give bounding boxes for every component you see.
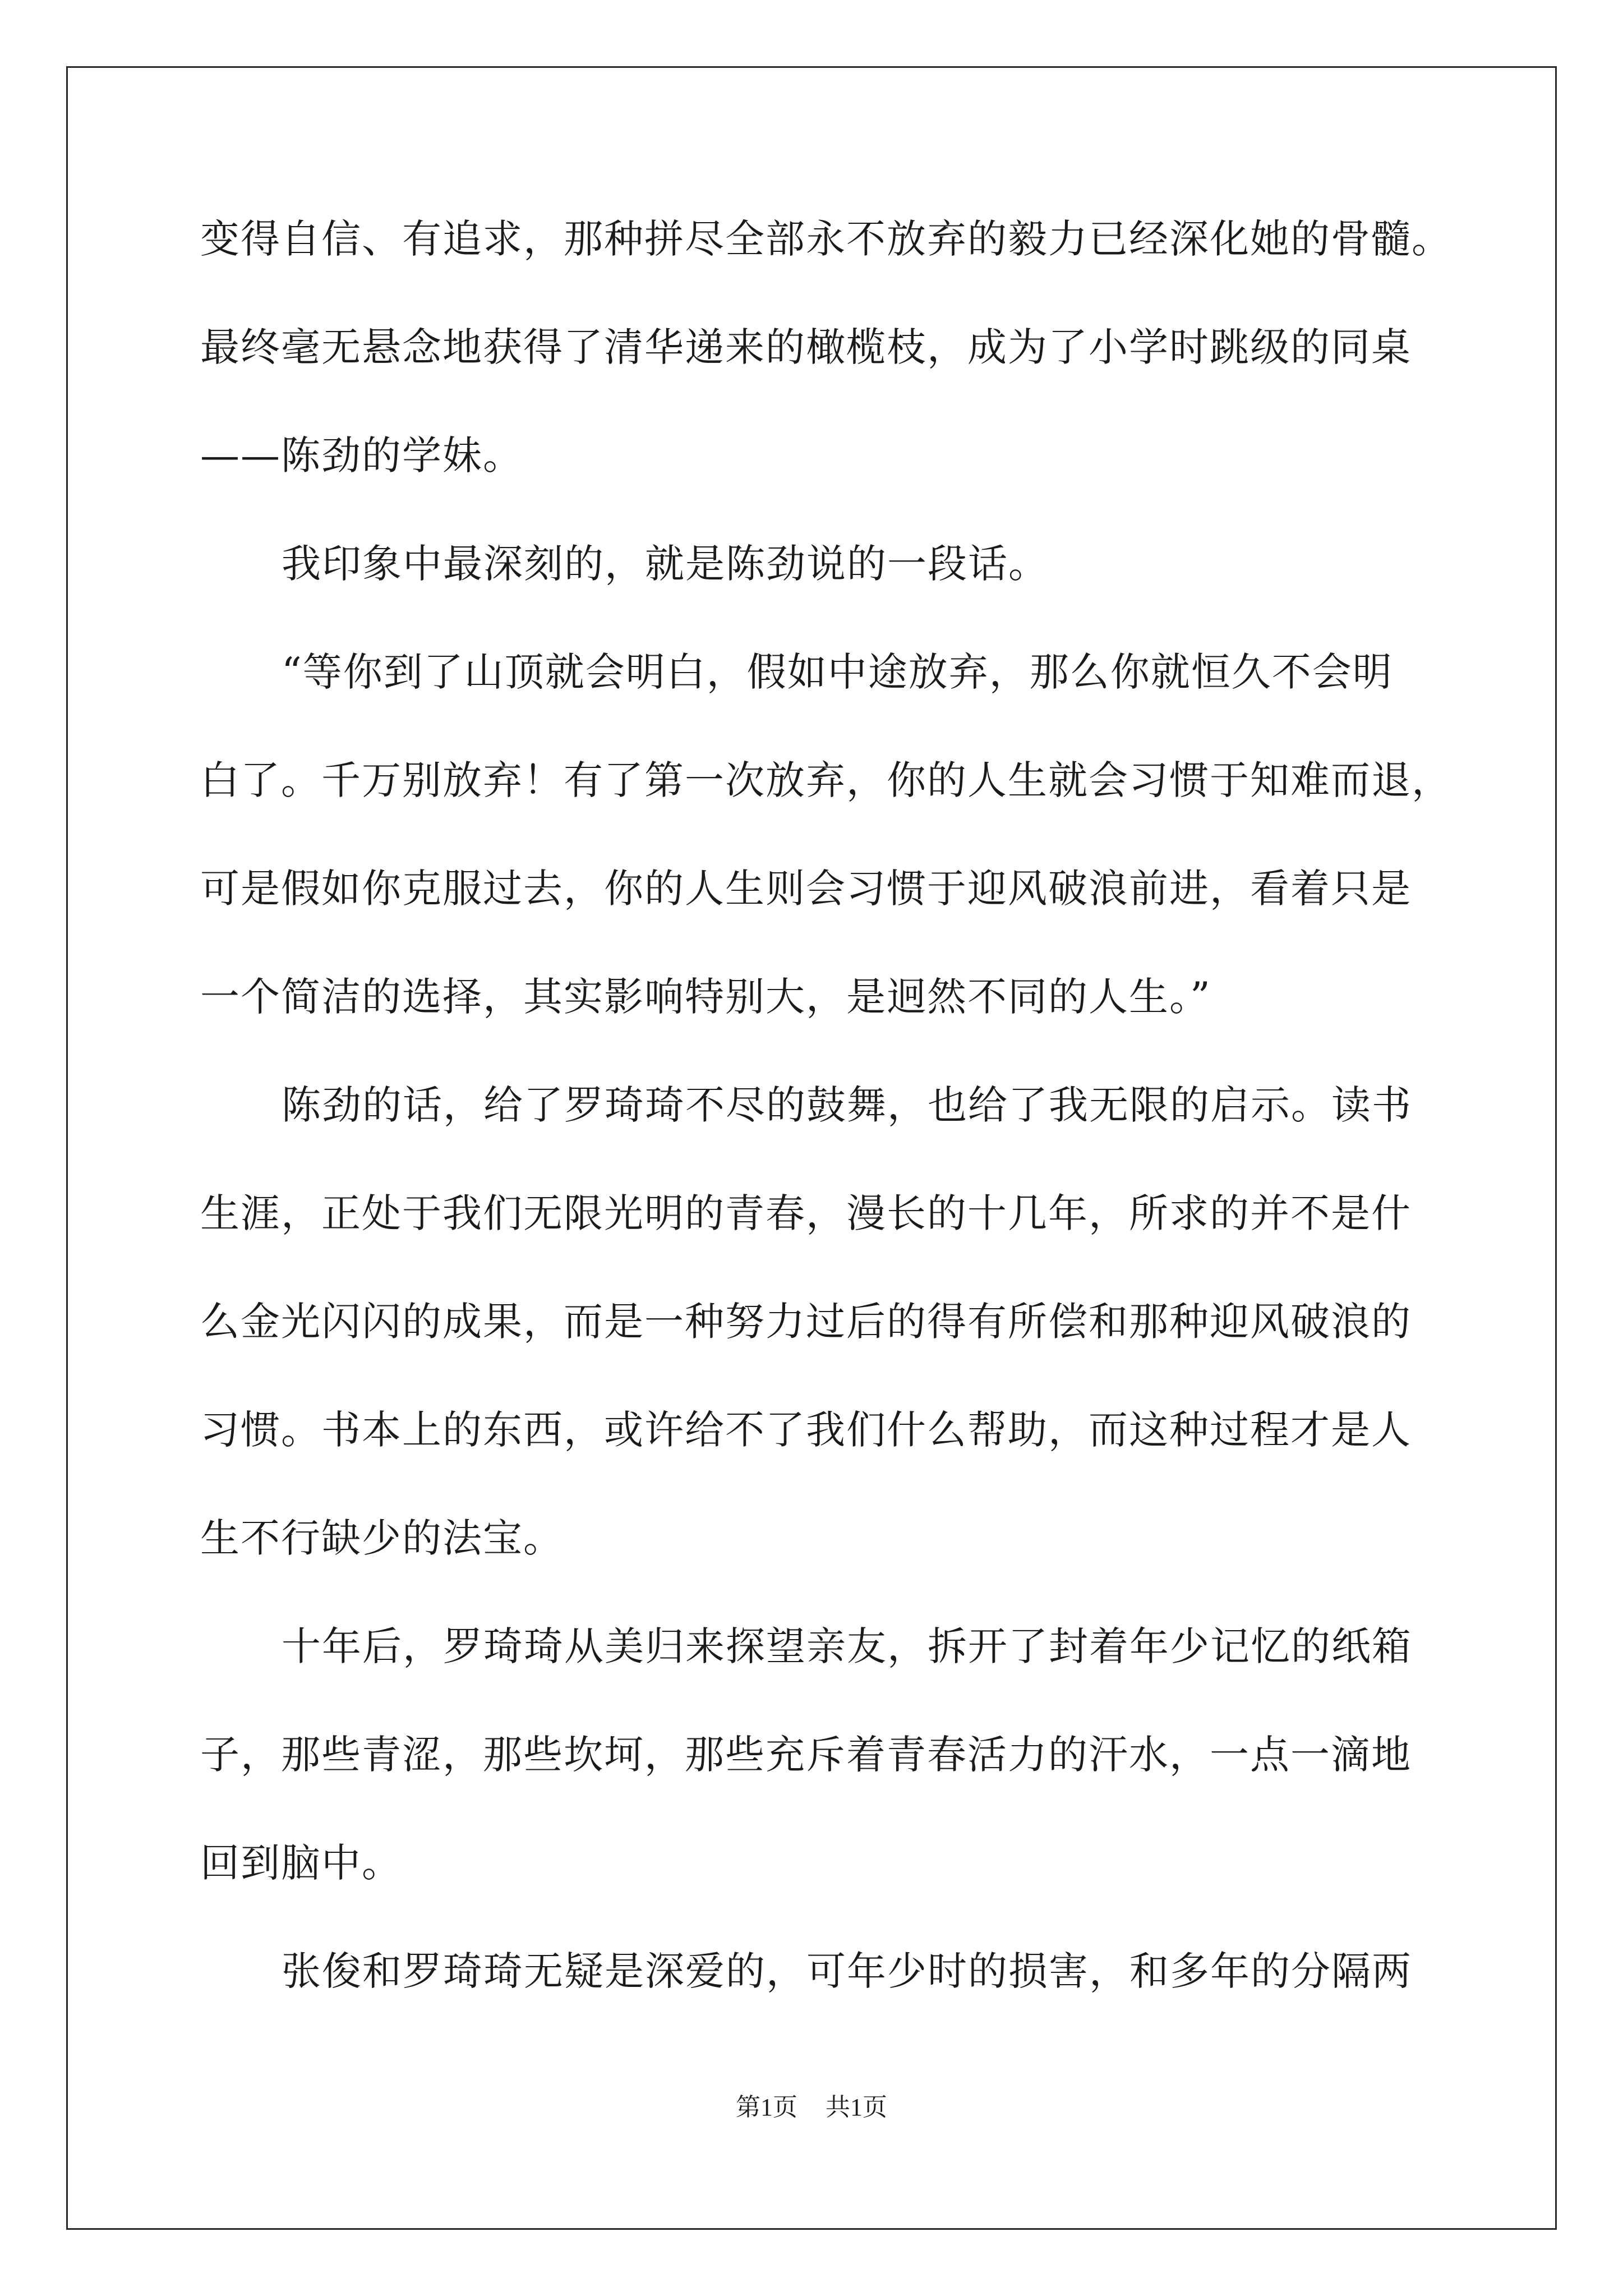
text-line: 陈劲的话，给了罗琦琦不尽的鼓舞，也给了我无限的启示。读书 <box>282 1082 1412 1128</box>
document-body <box>200 185 1452 2026</box>
text-line: 可是假如你克服过去，你的人生则会习惯于迎风破浪前进，看着只是 <box>200 866 1412 912</box>
text-line: 变得自信、有追求，那种拼尽全部永不放弃的毅力已经深化她的骨髓。 <box>200 216 1452 262</box>
text-line: 张俊和罗琦琦无疑是深爱的，可年少时的损害，和多年的分隔两 <box>282 1948 1412 1994</box>
page-footer <box>0 2087 1623 2123</box>
text-line: 一个简洁的选择，其实影响特别大，是迥然不同的人生。” <box>200 974 1211 1020</box>
text-line: 白了。千万别放弃！有了第一次放弃，你的人生就会习惯于知难而退， <box>200 757 1452 803</box>
text-line: 最终毫无悬念地获得了清华递来的橄榄枝，成为了小学时跳级的同桌 <box>200 324 1412 370</box>
text-line: 生涯，正处于我们无限光明的青春，漫长的十几年，所求的并不是什 <box>200 1190 1412 1236</box>
page-number-current: 第1页 <box>736 2093 797 2121</box>
text-line: 十年后，罗琦琦从美归来探望亲友，拆开了封着年少记忆的纸箱 <box>282 1623 1412 1669</box>
text-line: 子，那些青涩，那些坎坷，那些充斥着青春活力的汗水，一点一滴地 <box>200 1732 1412 1778</box>
text-line: 么金光闪闪的成果，而是一种努力过后的得有所偿和那种迎风破浪的 <box>200 1299 1412 1345</box>
page-number-total: 共1页 <box>826 2093 887 2121</box>
text-line: “等你到了山顶就会明白，假如中途放弃，那么你就恒久不会明 <box>282 649 1393 695</box>
text-line: ——陈劲的学妹。 <box>200 432 523 478</box>
text-line: 回到脑中。 <box>200 1840 402 1886</box>
text-line: 我印象中最深刻的，就是陈劲说的一段话。 <box>282 541 1049 587</box>
text-line: 习惯。书本上的东西，或许给不了我们什么帮助，而这种过程才是人 <box>200 1407 1412 1453</box>
text-line: 生不行缺少的法宝。 <box>200 1515 564 1561</box>
